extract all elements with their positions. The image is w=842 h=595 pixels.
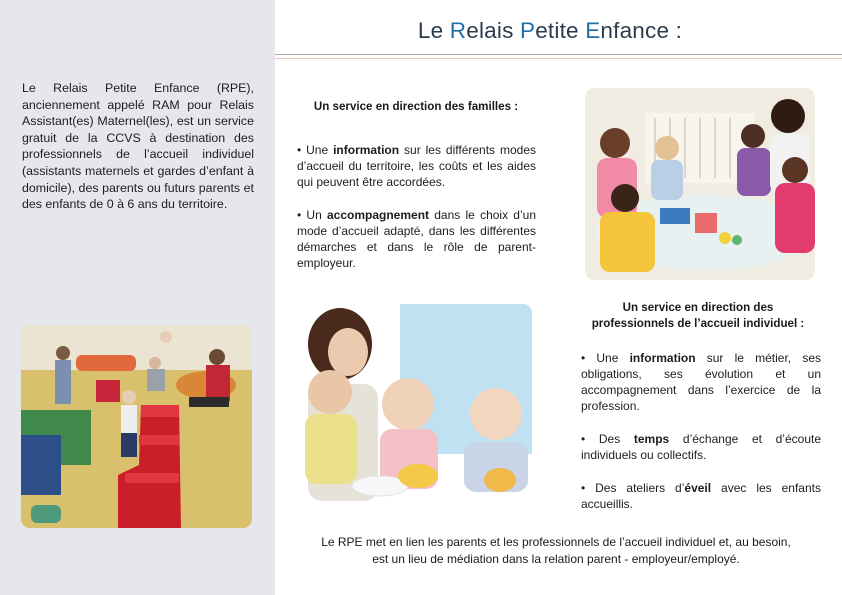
professionals-item-exchange: • Des temps d’échange et d’écoute individuels ou collectifs.: [581, 432, 821, 462]
title-divider-accent: [275, 58, 842, 59]
families-item-information: • Une information sur les différents modes d’accueil du territoire, les coûts et les aides qui peuvent être accordées.: [297, 143, 536, 189]
professionals-item-information: • Une information sur le métier, ses obligations, ses évolution et un accompagnement dans l’exercice de la profession.: [581, 351, 821, 413]
families-item-accompaniment: • Un accompagnement dans le choix d’un mode d’accueil adapté, dans les différentes démarches et dans le rôle de parent-employeur.: [297, 208, 536, 270]
families-heading: Un service en direction des familles :: [313, 100, 519, 113]
page-title: Le Relais Petite Enfance :: [417, 18, 683, 43]
professionals-item-workshops: • Des ateliers d’éveil avec les enfants accueillis.: [581, 481, 821, 511]
closing-statement: Le RPE met en lien les parents et les professionnels de l’accueil individuel et, au besoin, est un lieu de médiation dans la relation parent - employeur/employé.: [321, 535, 791, 566]
intro-text: Le Relais Petite Enfance (RPE), anciennement appelé RAM pour Relais Assistant(es) Maternel(les), est un service gratuit de la CCVS à destination des professionnels de l’accueil individuel (assistants maternels et gardes d’enfant à domicile), des parents ou futurs parents et des enfants de 0 à 6 ans du territoire.: [22, 81, 254, 212]
babies-meal-photo: [300, 304, 532, 501]
playroom-photo: [21, 325, 252, 528]
professionals-heading: Un service en direction des professionnels de l’accueil individuel :: [591, 301, 805, 330]
title-divider: [275, 54, 842, 55]
children-activity-photo: [585, 88, 815, 280]
